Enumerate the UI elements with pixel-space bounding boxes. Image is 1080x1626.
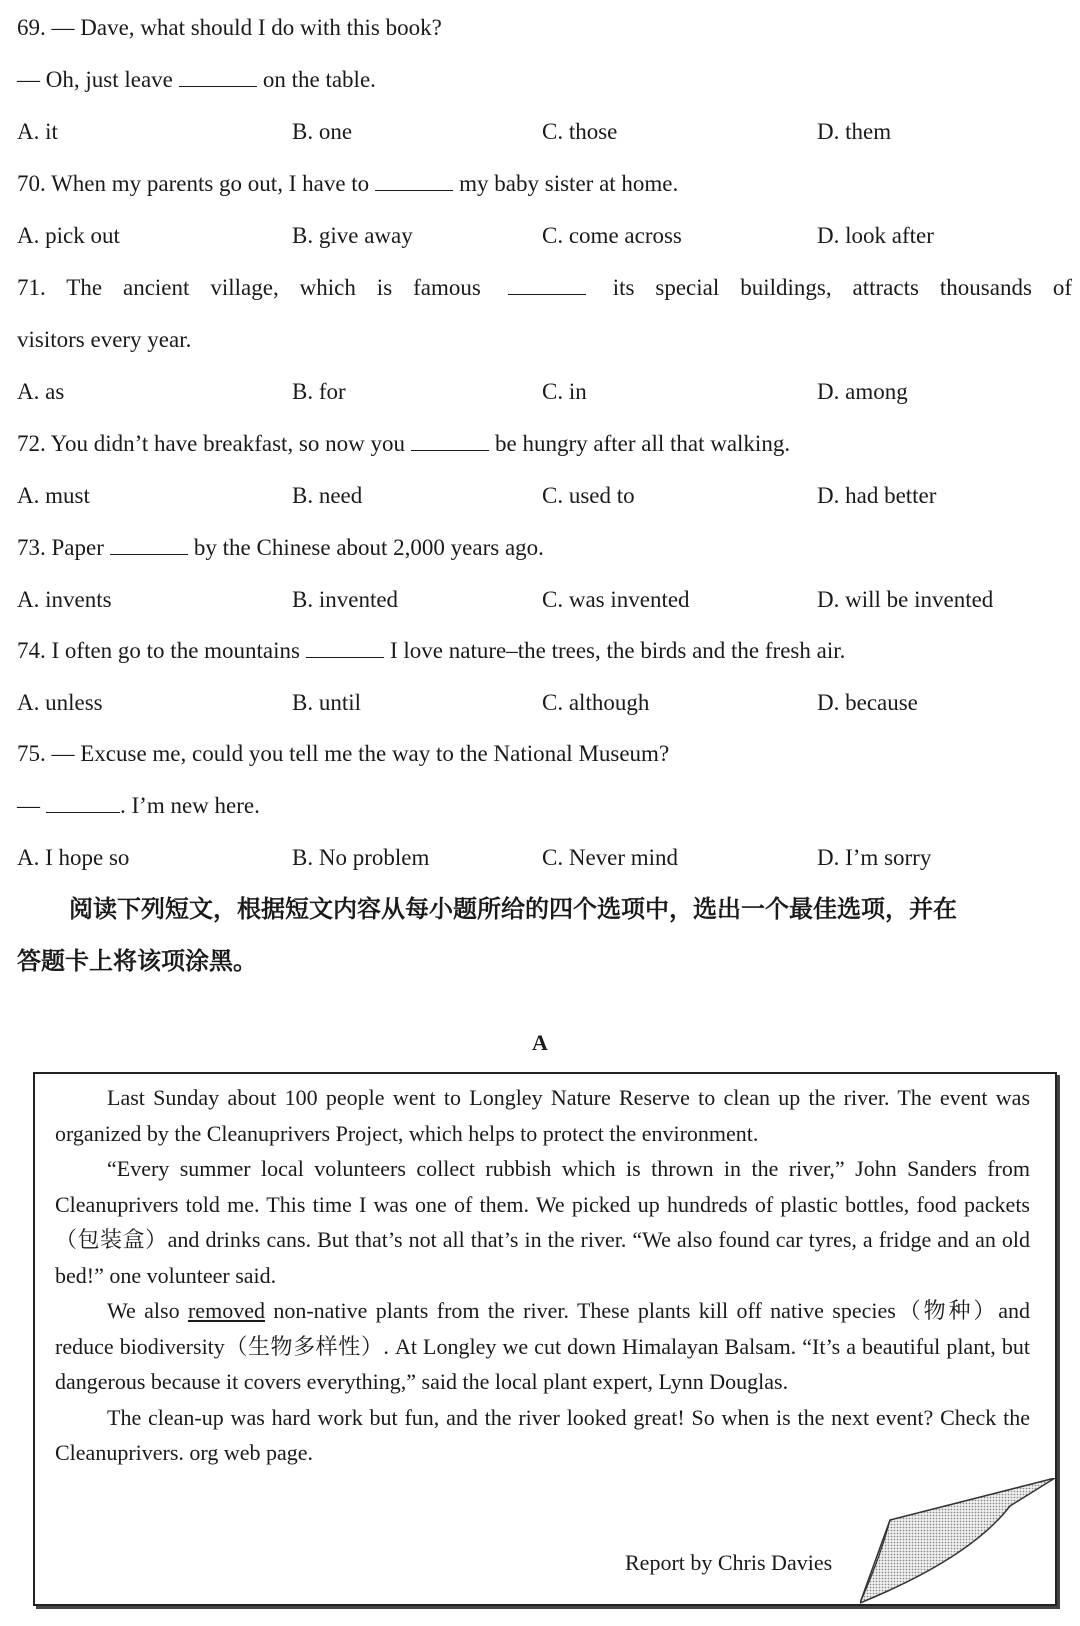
question-69-reply [17, 65, 376, 95]
reply-text-after: . I’m new here. [120, 793, 260, 818]
page-curl-icon [860, 1478, 1060, 1606]
answer-blank [411, 432, 489, 451]
instruction-line-2: 答题卡上将该项涂黑。 [17, 947, 257, 975]
option-b: B. one [292, 119, 353, 144]
underlined-word: removed [187, 1298, 265, 1323]
question-73-stem [17, 533, 544, 563]
option-d: D. will be invented [817, 587, 994, 612]
reply-text-before: — [17, 793, 40, 818]
question-71-continuation: visitors every year. [17, 327, 192, 352]
reply-text-after: on the table. [262, 67, 376, 92]
option-b: B. No problem [292, 845, 430, 870]
option-b: B. need [292, 483, 363, 508]
option-c: C. Never mind [542, 845, 679, 870]
answer-blank [508, 276, 586, 295]
answer-blank [179, 68, 257, 87]
option-d: D. look after [817, 223, 934, 248]
passage-paragraph-4: The clean-up was hard work but fun, and the river looked great! So when is the next event? Check the Cleanuprivers. org web page. [55, 1404, 1030, 1465]
option-a: A. I hope so [17, 845, 130, 870]
option-b: B. give away [292, 223, 413, 248]
option-c: C. come across [542, 223, 682, 248]
answer-blank [375, 172, 453, 191]
option-b: B. until [292, 690, 362, 715]
question-74-stem [17, 636, 845, 666]
option-d: D. I’m sorry [817, 845, 932, 870]
passage-text [55, 1080, 1030, 1471]
option-d: D. had better [817, 483, 937, 508]
question-72-stem [17, 429, 790, 459]
question-70-stem [17, 169, 678, 199]
question-71-stem [17, 273, 1072, 303]
stem-text-after: my baby sister at home. [459, 171, 679, 196]
option-a: A. as [17, 379, 65, 404]
stem-text-after: I love nature–the trees, the birds and the fresh air. [390, 638, 846, 663]
question-73-options [17, 585, 1067, 615]
reply-text-before: — Oh, just leave [17, 67, 173, 92]
option-c: C. in [542, 379, 587, 404]
stem-text-before: 74. I often go to the mountains [17, 638, 300, 663]
option-c: C. those [542, 119, 618, 144]
question-69-stem [17, 13, 442, 43]
answer-blank [46, 794, 120, 813]
option-a: A. it [17, 119, 58, 144]
passage-paragraph-1: Last Sunday about 100 people went to Longley Nature Reserve to clean up the river. The event was organized by the Cleanuprivers Project, which helps to protect the environment. [55, 1085, 1030, 1146]
paragraph-3-start: We also [107, 1298, 180, 1323]
option-c: C. used to [542, 483, 635, 508]
stem-text-before: 71. The ancient village, which is famous [17, 275, 481, 300]
option-b: B. for [292, 379, 346, 404]
paragraph-3-rest: non-native plants from the river. These plants kill off native species（物种）and reduce biodiversity（生物多样性）. At Longley we cut down Himalayan Balsam. “It’s a beautiful plant, but dangerous because it covers everything,” said the local plant expert, Lynn Douglas. [55, 1298, 1030, 1394]
stem-text-after: by the Chinese about 2,000 years ago. [193, 535, 544, 560]
question-74-options [17, 688, 1067, 718]
option-d: D. because [817, 690, 918, 715]
option-a: A. unless [17, 690, 103, 715]
option-d: D. them [817, 119, 892, 144]
passage-paragraph-2: “Every summer local volunteers collect rubbish which is thrown in the river,” John Sanders from Cleanuprivers told me. This time I was one of them. We picked up hundreds of plastic bottles, food packets（包装盒）and drinks cans. But that’s not all that’s in the river. “We also found car tyres, a fridge and an old bed!” one volunteer said. [55, 1156, 1030, 1288]
question-71-options [17, 377, 1067, 407]
option-a: A. pick out [17, 223, 120, 248]
question-75-options [17, 843, 1067, 873]
question-72-options [17, 481, 1067, 511]
answer-blank [110, 536, 188, 555]
stem-text-before: 73. Paper [17, 535, 104, 560]
option-c: C. although [542, 690, 650, 715]
stem-text-before: 72. You didn’t have breakfast, so now you [17, 431, 405, 456]
question-69-text: 69. — Dave, what should I do with this book? [17, 15, 442, 40]
option-a: A. must [17, 483, 90, 508]
option-c: C. was invented [542, 587, 690, 612]
instruction-line-1: 阅读下列短文，根据短文内容从每小题所给的四个选项中，选出一个最佳选项，并在 [69, 895, 957, 923]
stem-text-after: be hungry after all that walking. [495, 431, 791, 456]
passage-paragraph-3 [55, 1293, 1030, 1400]
option-a: A. invents [17, 587, 112, 612]
section-heading: A [532, 1030, 548, 1055]
option-d: D. among [817, 379, 908, 404]
question-75-reply [17, 791, 260, 821]
option-b: B. invented [292, 587, 399, 612]
report-byline: Report by Chris Davies [625, 1550, 833, 1575]
question-75-stem: 75. — Excuse me, could you tell me the way to the National Museum? [17, 741, 670, 766]
question-69-options [17, 117, 1067, 147]
question-70-options [17, 221, 1067, 251]
stem-text-after: its special buildings, attracts thousands of [612, 275, 1073, 300]
answer-blank [306, 639, 384, 658]
reading-instructions [17, 883, 1072, 987]
stem-text-before: 70. When my parents go out, I have to [17, 171, 370, 196]
